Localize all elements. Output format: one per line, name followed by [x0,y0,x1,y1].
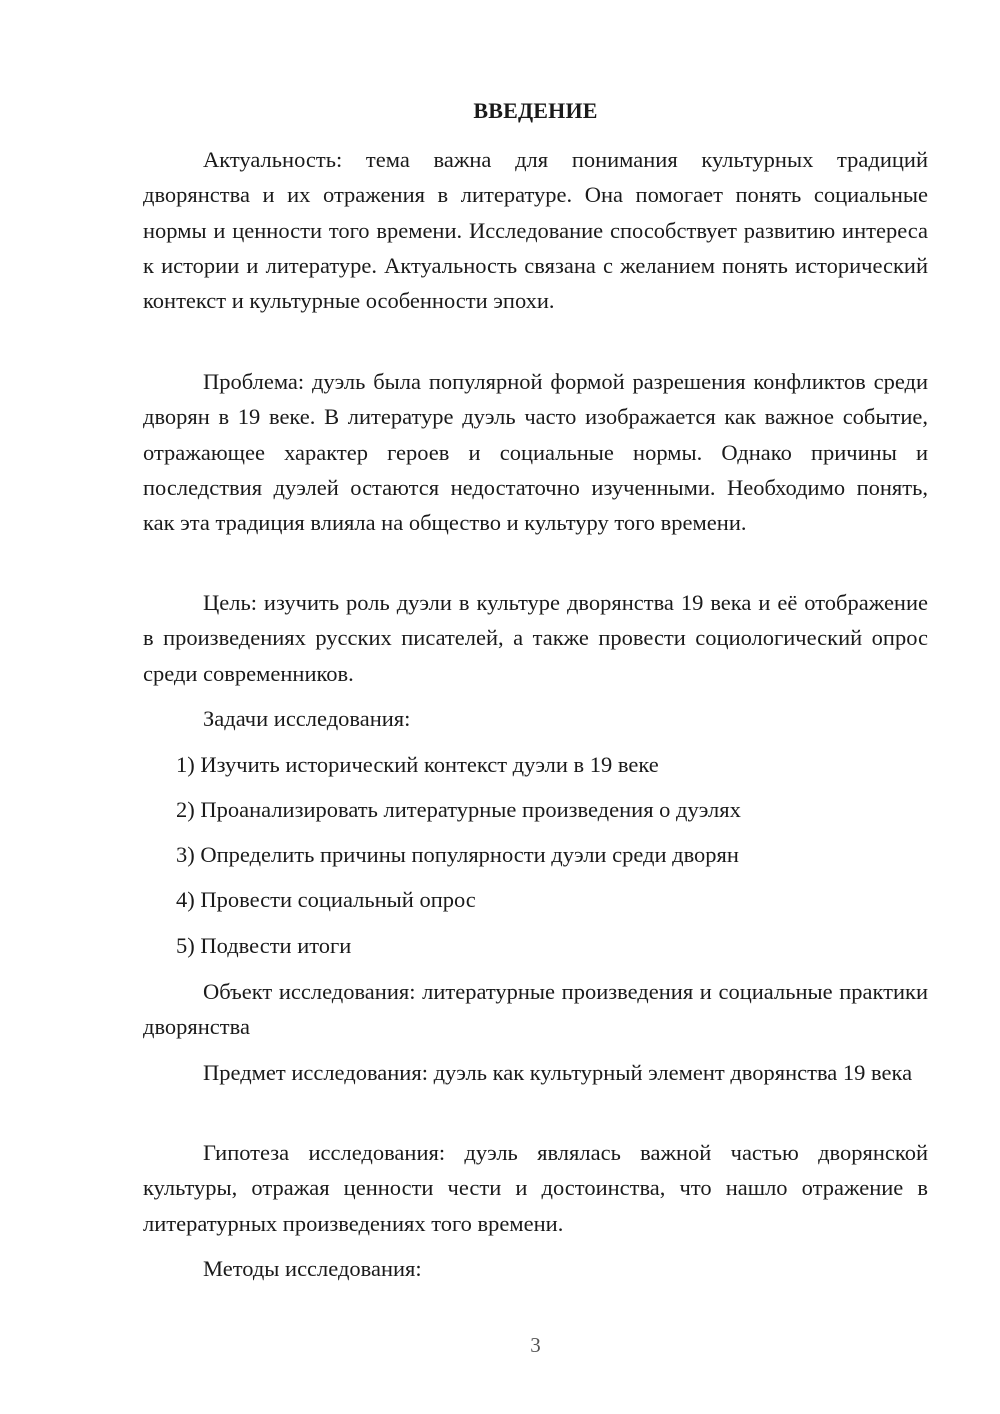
paragraph-problem: Проблема: дуэль была популярной формой разрешения конфликтов среди дворян в 19 веке. В литературе дуэль часто изображается как важное событие, отражающее характер героев и социальные нормы. Однако причины и последствия дуэлей остаются недостаточно изученными. Необходимо понять, как эта традиция влияла на общество и культуру того времени. [143,369,928,536]
task-item-3: 3) Определить причины популярности дуэли среди дворян [176,842,739,867]
paragraph-object: Объект исследования: литературные произведения и социальные практики дворянства [143,979,928,1040]
section-heading: ВВЕДЕНИЕ [473,98,598,123]
paragraph-hypothesis: Гипотеза исследования: дуэль являлась важной частью дворянской культуры, отражая ценности чести и достоинства, что нашло отражение в литературных произведениях того времени. [143,1140,928,1236]
document-page [143,0,928,1414]
methods-title: Методы исследования: [203,1256,422,1281]
paragraph-goal: Цель: изучить роль дуэли в культуре дворянства 19 века и её отображение в произведениях русских писателей, а также провести социологический опрос среди современников. [143,590,928,686]
task-item-4: 4) Провести социальный опрос [176,887,476,912]
tasks-title: Задачи исследования: [203,706,411,731]
page-number: 3 [530,1333,541,1357]
task-item-2: 2) Проанализировать литературные произведения о дуэлях [176,797,741,822]
paragraph-subject: Предмет исследования: дуэль как культурный элемент дворянства 19 века [203,1060,913,1085]
paragraph-relevance: Актуальность: тема важна для понимания культурных традиций дворянства и их отражения в литературе. Она помогает понять социальные нормы и ценности того времени. Исследование способствует развитию интереса к истории и литературе. Актуальность связана с желанием понять исторический контекст и культурные особенности эпохи. [143,147,928,314]
task-item-1: 1) Изучить исторический контекст дуэли в 19 веке [176,752,659,777]
task-item-5: 5) Подвести итоги [176,933,352,958]
